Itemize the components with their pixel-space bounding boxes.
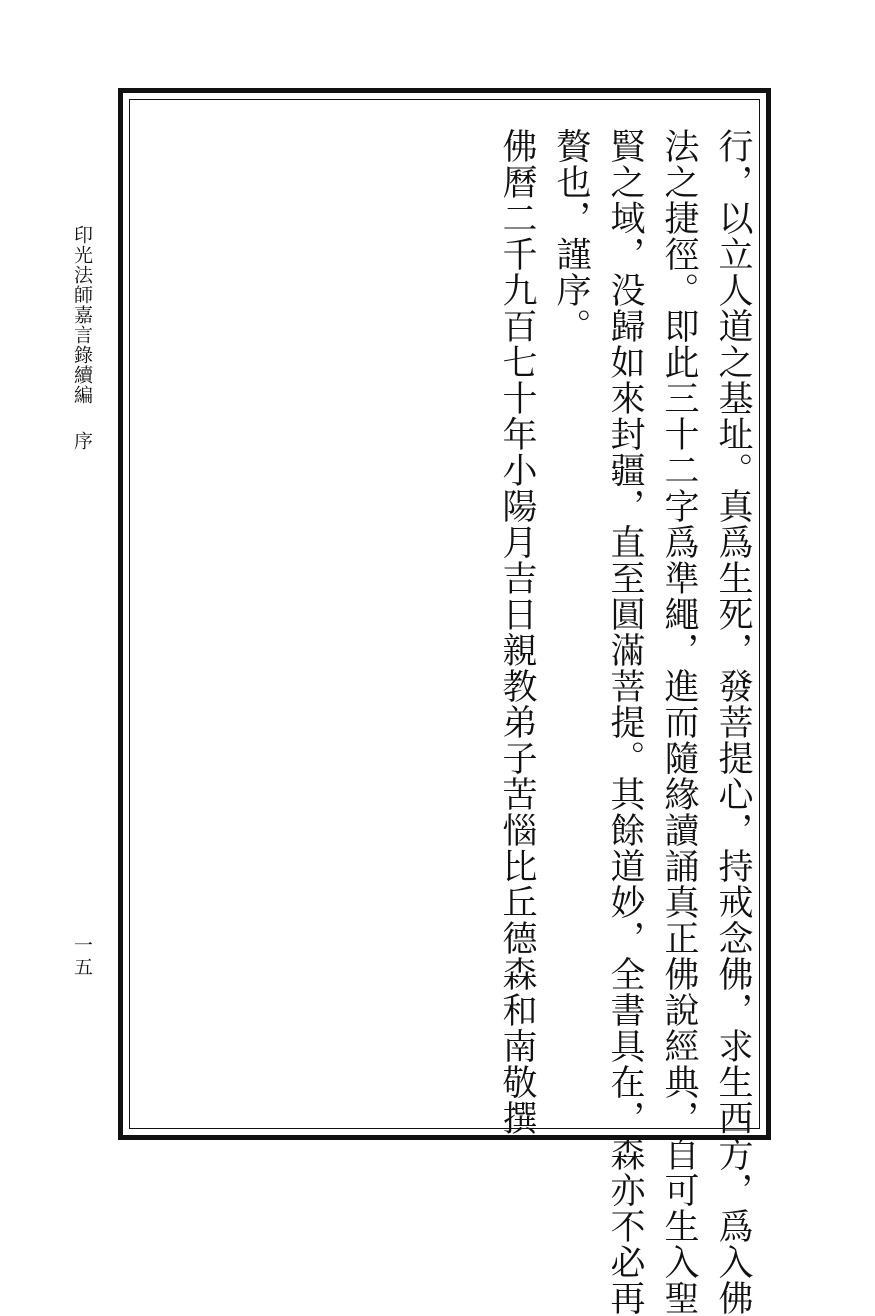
section-label: 序 <box>71 431 93 451</box>
signature-column: 佛曆二千九百七十年小陽月吉日親教弟子苦惱比丘德森和南敬撰 <box>497 128 537 1136</box>
book-title: 印光法師嘉言錄續編 <box>71 225 93 405</box>
page-number: 一五 <box>71 935 93 979</box>
text-column-4: 贅也，謹序。 <box>551 128 591 344</box>
text-column-2: 法之捷徑。即此三十二字爲準繩，進而隨緣讀誦真正佛說經典，自可生入聖 <box>659 128 699 1316</box>
text-column-3: 賢之域，没歸如來封疆，直至圓滿菩提。其餘道妙，全書具在，森亦不必再 <box>605 128 645 1316</box>
text-body <box>135 128 760 1316</box>
text-column-1: 行，以立人道之基址。真爲生死，發菩提心，持戒念佛，求生西方，爲入佛 <box>713 128 753 1316</box>
running-head <box>72 225 91 451</box>
